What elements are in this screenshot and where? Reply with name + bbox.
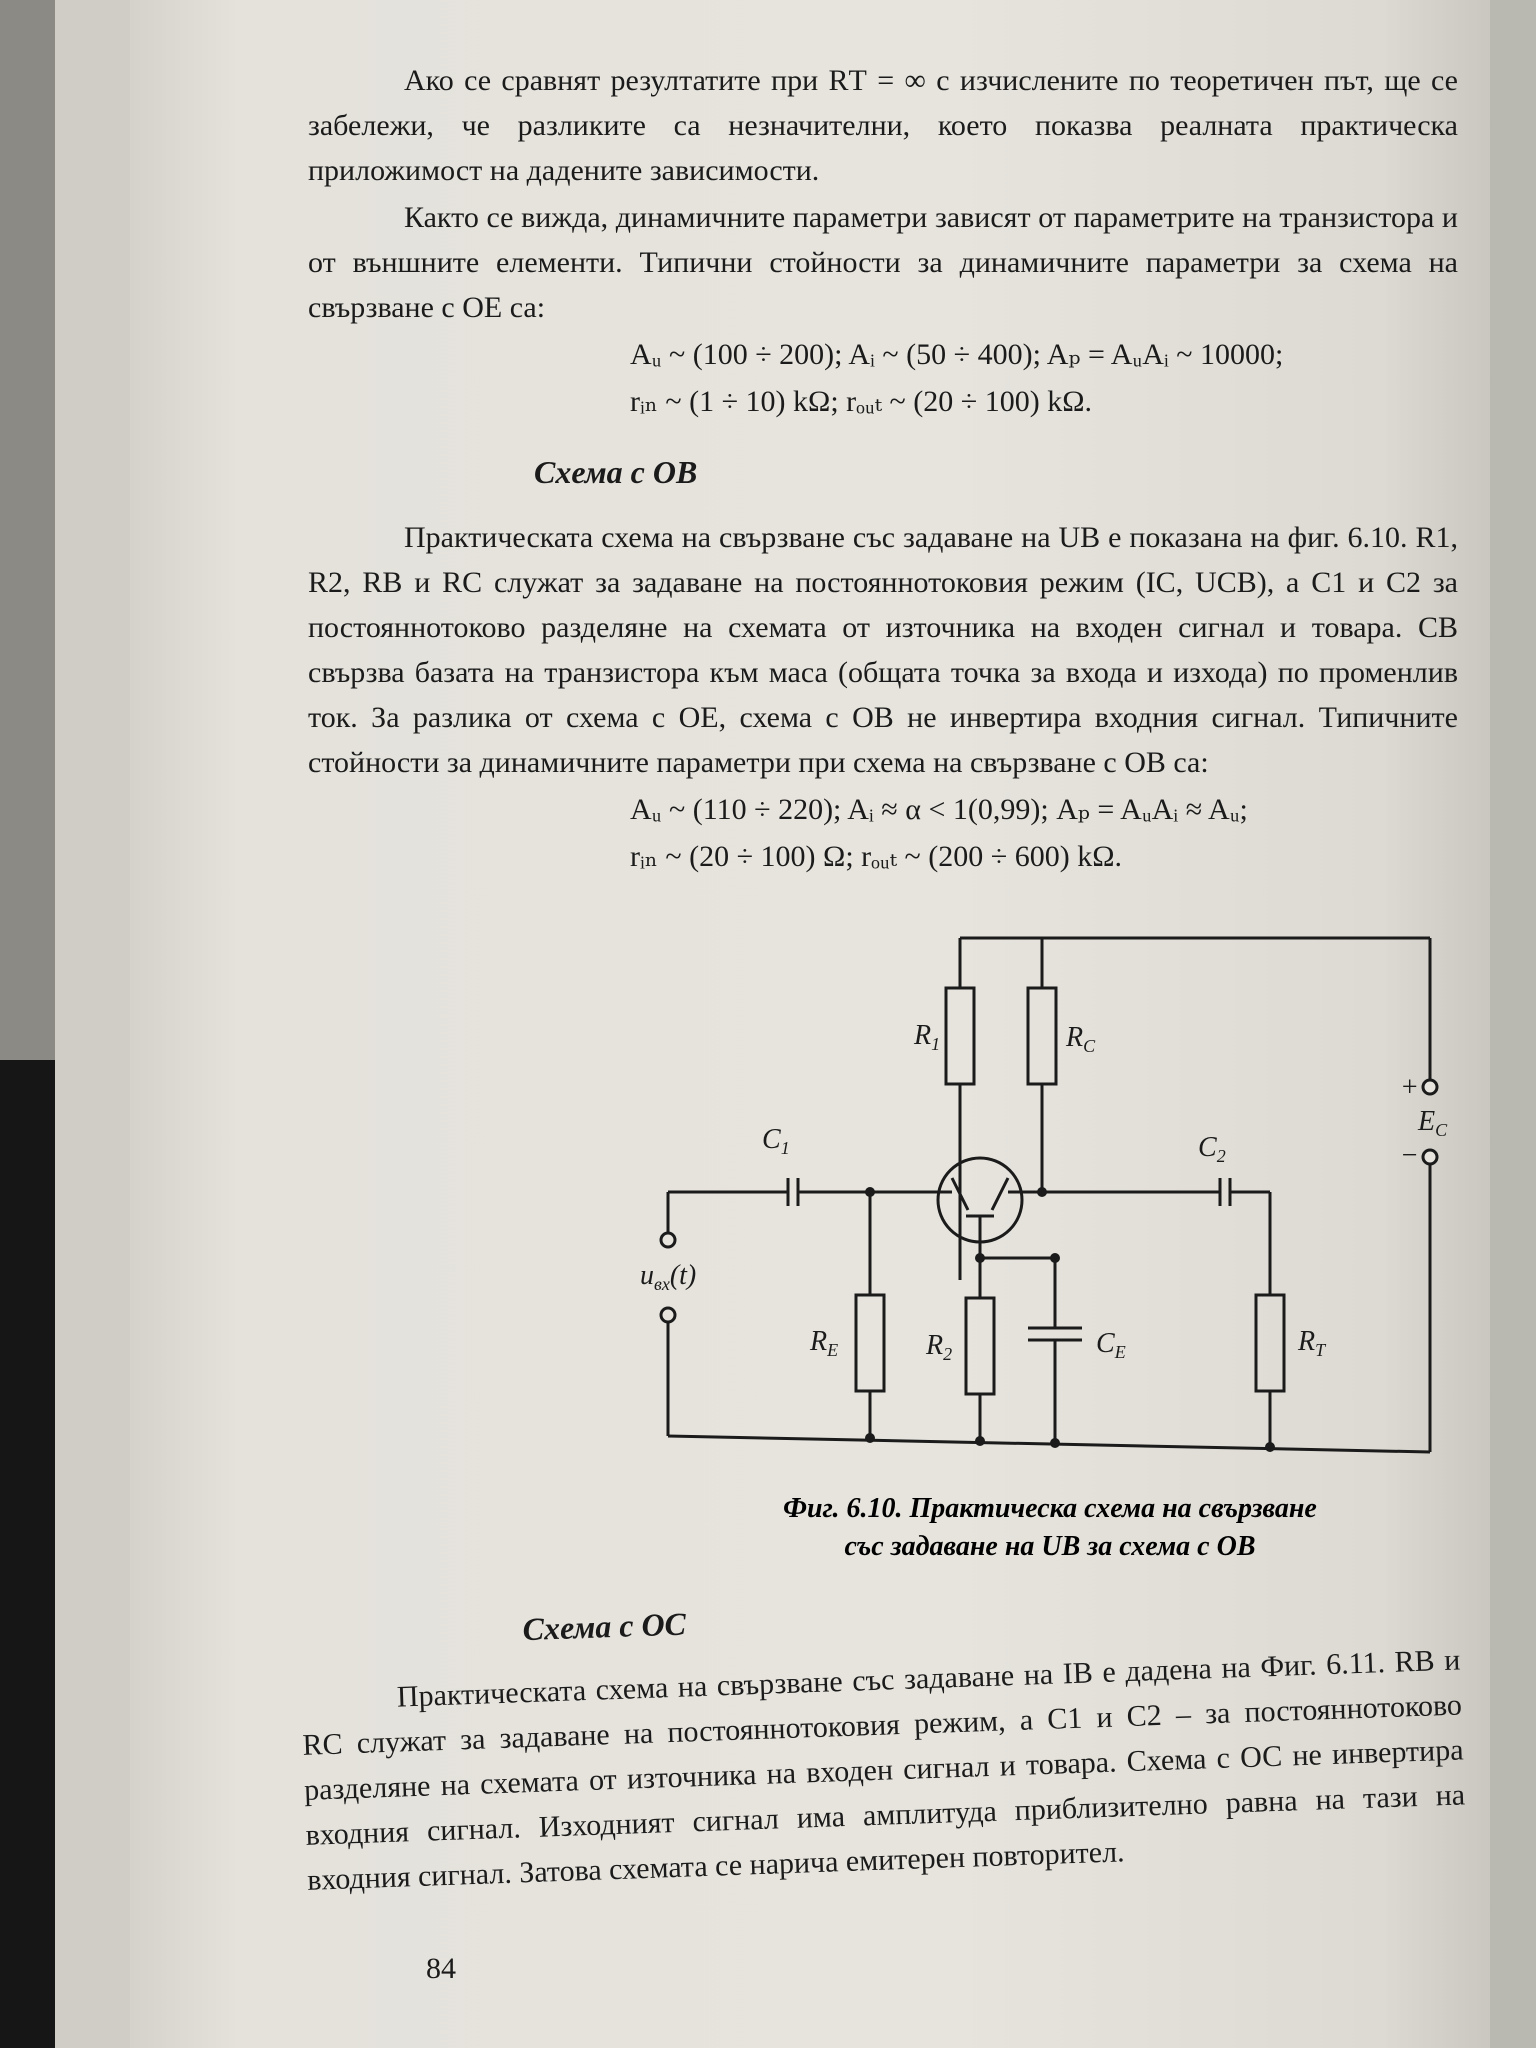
label-minus: − [1400, 1140, 1419, 1171]
heading-oc: Схема с ОС [522, 1605, 687, 1648]
supply-terminal-minus [1423, 1150, 1437, 1164]
page-number: 84 [426, 1952, 456, 1985]
resistor-rt [1256, 1295, 1284, 1391]
paragraph-1: Ако се сравнят резултатите при RТ = ∞ с изчислените по теоретичен път, ще се забележи, че разликите са незначителни, което показва реалната практическа приложимост на дадените зависимости. [308, 64, 1458, 187]
book-page [130, 0, 1490, 2048]
heading-ob: Схема с ОВ [534, 454, 698, 490]
paragraph-4: Практическата схема на свързване със задаване на IВ е дадена на Фиг. 6.11. RВ и RС служат за задаване на постояннотоковия режим, а C1 и C2 – за постояннотоково разделяне на схемата от източника на входен сигнал и товара. Схема с ОС не инвертира входния сигнал. Изходният сигнал има амплитуда приблизително равна на тази на входния сигнал. Затова схемата се нарича емитерен повторител. [301, 1643, 1466, 1897]
resistor-r2 [966, 1298, 994, 1394]
label-c2: $C_2$ [1198, 1132, 1226, 1166]
caption-line-2: със задаване на UВ за схема с ОВ [844, 1531, 1256, 1562]
supply-terminal-plus [1423, 1080, 1437, 1094]
label-ce: $C_E$ [1096, 1328, 1126, 1362]
paragraph-3: Практическата схема на свързване със задаване на UВ е показана на фиг. 6.10. R1, R2, RВ и RС служат за задаване на постояннотоковия режим (IС, UСВ), а C1 и C2 за постояннотоково разделяне на схемата от източника на входен сигнал и товара. CВ свързва базата на транзистора към маса (общата точка за входа и изхода) по променлив ток. За разлика от схема с ОЕ, схема с ОВ не инвертира входния сигнал. Типичните стойности за динамичните параметри при схема на свързване с ОВ са: [308, 521, 1458, 779]
label-r1: $R_1$ [914, 1020, 941, 1054]
label-r2: $R_2$ [926, 1330, 953, 1364]
label-plus: + [1400, 1072, 1419, 1103]
transistor-collector [992, 1178, 1008, 1210]
resistor-rc [1028, 988, 1056, 1084]
figure-caption [630, 1490, 1470, 1566]
paragraph-2: Както се вижда, динамичните параметри зависят от параметрите на транзистора и от външните елементи. Типични стойности за динамичните параметри за схема на свързване с ОЕ са: [308, 201, 1458, 324]
resistor-r1 [946, 988, 974, 1084]
label-uvx: $u_{вх}(t)$ [640, 1260, 697, 1294]
input-terminal-top [661, 1233, 675, 1247]
label-ec: $E_C$ [1418, 1106, 1448, 1140]
circuit-diagram [630, 920, 1470, 1480]
label-re: $R_E$ [810, 1326, 839, 1360]
lower-section [298, 1575, 1467, 1903]
formula-oe-line-1: Aᵤ ~ (100 ÷ 200); Aᵢ ~ (50 ÷ 400); Aₚ = AᵤAᵢ ~ 10000; [630, 338, 1284, 371]
circuit-figure [630, 920, 1470, 1562]
input-terminal-bottom [661, 1308, 675, 1322]
caption-line-1: Фиг. 6.10. Практическа схема на свързване [783, 1493, 1317, 1524]
label-c1: $C_1$ [762, 1124, 790, 1158]
page-content [308, 58, 1458, 881]
formula-oe-line-2: rᵢₙ ~ (1 ÷ 10) kΩ; rₒᵤₜ ~ (20 ÷ 100) kΩ. [630, 385, 1093, 418]
formula-ob-line-1: Aᵤ ~ (110 ÷ 220); Aᵢ ≈ α < 1(0,99); Aₚ = AᵤAᵢ ≈ Aᵤ; [630, 793, 1248, 826]
label-rt: $R_T$ [1298, 1326, 1326, 1360]
formula-ob-line-2: rᵢₙ ~ (20 ÷ 100) Ω; rₒᵤₜ ~ (200 ÷ 600) kΩ. [630, 840, 1123, 873]
resistor-re [856, 1295, 884, 1391]
label-rc: $R_C$ [1066, 1022, 1096, 1056]
